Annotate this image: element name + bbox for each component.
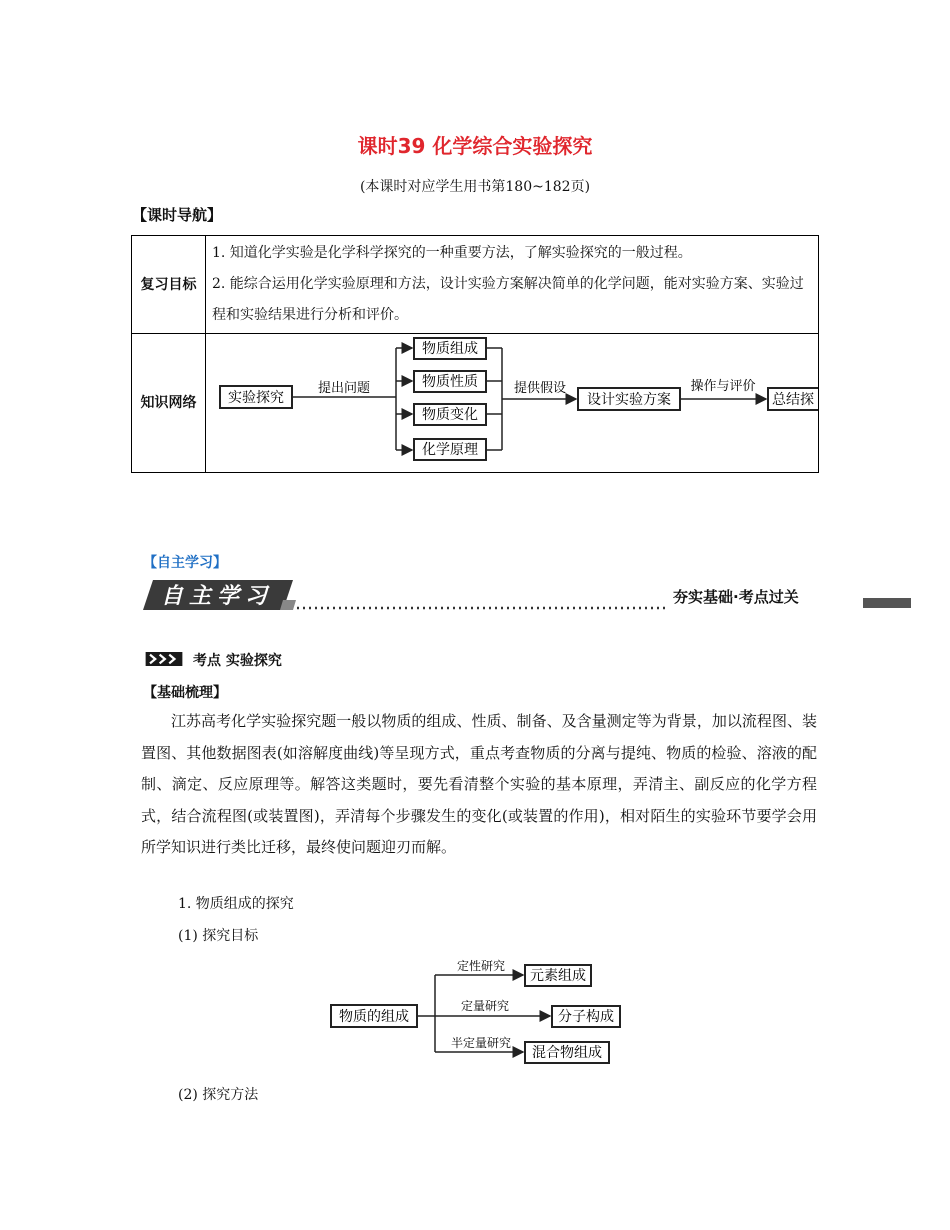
composition-diagram [325,950,625,1070]
edge-label-evaluate: 操作与评价 [690,379,756,394]
goals-row-header [132,236,206,334]
basics-paragraph: 江苏高考化学实验探究题一般以物质的组成、性质、制备、及含量测定等为背景，加以流程图、装置图、其他数据图表(如溶解度曲线)等呈现方式，重点考查物质的分离与提纯、物质的检验、溶液的配制、滴定、反应原理等。解答这类题时，要先看清整个实验的基本原理，弄清主、副反应的化学方程式，结合流程图(或装置图)，弄清每个步骤发生的变化(或装置的作用)，相对陌生的实验环节要学会用所学知识进行类比迁移，最终使问题迎刃而解。 [141,712,817,856]
target-label: 混合物组成 [532,1045,602,1061]
node-end-label: 总结探 [772,392,814,408]
edge-label-ask: 提出问题 [317,381,371,396]
nav-section-label: 【课时导航】 [132,206,223,224]
banner-end-bar [863,598,911,608]
banner-title: 自主学习 [161,584,274,609]
target-label: 元素组成 [530,968,586,984]
network-row-header [132,334,206,473]
goals-header-text: 复习目标 [140,276,197,293]
goals-row [132,236,819,334]
edge-label: 定性研究 [456,959,506,973]
composition-start-label: 物质的组成 [339,1009,409,1025]
self-study-label: 【自主学习】 [143,555,227,571]
lesson-plan-table [131,235,819,473]
edge-label: 定量研究 [460,999,510,1013]
edge-label: 半定量研究 [450,1036,512,1050]
page-title: 课时39 化学综合实验探究 [357,134,593,158]
edge-label-hypothesis: 提供假设 [513,381,567,396]
banner-right-text: 夯实基础·考点过关 [673,588,799,606]
network-row [132,334,819,473]
target-label: 分子构成 [558,1009,614,1025]
knowledge-network-diagram [206,334,818,472]
self-study-banner [141,578,911,612]
branch-label: 物质组成 [422,341,478,357]
kaodian-text: 考点 实验探究 [193,653,282,669]
item-composition: 1. 物质组成的探究 [178,896,294,912]
branch-label: 物质性质 [422,374,478,390]
basics-label: 【基础梳理】 [143,685,227,701]
item-goal: (1) 探究目标 [178,928,259,944]
item-method: (2) 探究方法 [178,1087,259,1103]
branch-label: 物质变化 [422,407,478,423]
goal-item: 2. 能综合运用化学实验原理和方法，设计实验方案解决简单的化学问题，能对实验方案、实验过程和实验结果进行分析和评价。 [212,276,804,323]
node-start-label: 实验探究 [228,390,284,406]
branch-label: 化学原理 [422,442,478,458]
goal-item: 1. 知道化学实验是化学科学探究的一种重要方法，了解实验探究的一般过程。 [212,245,692,261]
chevrons-icon [143,652,185,666]
page-subtitle: (本课时对应学生用书第180~182页) [359,179,591,195]
goals-cell [206,236,819,334]
knowledge-network-cell [206,334,819,473]
network-header-text: 知识网络 [140,395,197,411]
node-design-label: 设计实验方案 [587,392,671,408]
